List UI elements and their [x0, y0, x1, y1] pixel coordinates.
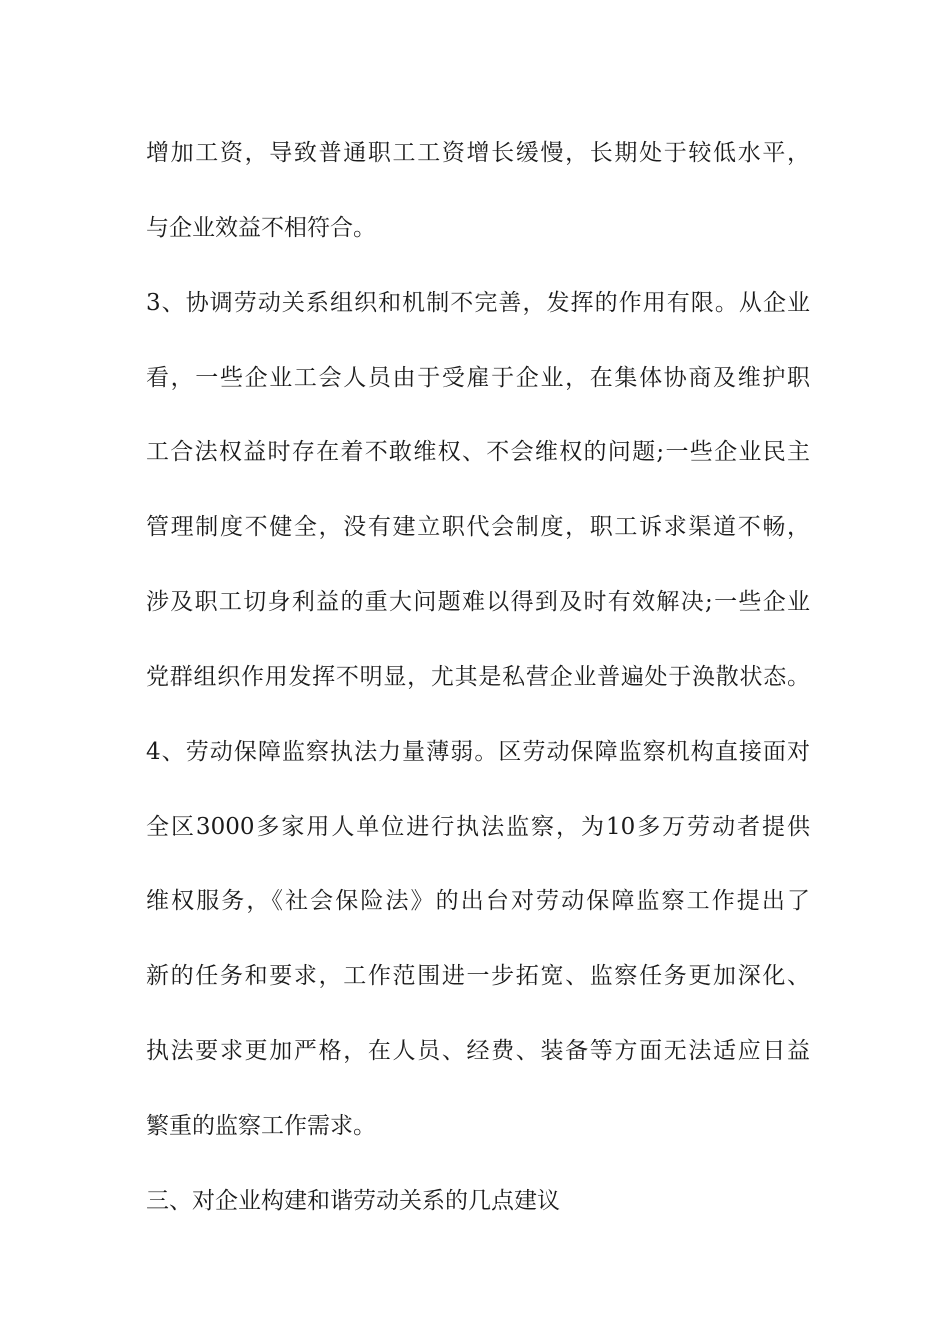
- text-line: 与企业效益不相符合。: [146, 215, 376, 241]
- text-line: 繁重的监察工作需求。: [146, 1113, 376, 1139]
- text-line: 4、劳动保障监察执法力量薄弱。区劳动保障监察机构直接面对: [146, 739, 810, 765]
- text-line: 全区3000多家用人单位进行执法监察，为10多万劳动者提供: [146, 814, 810, 840]
- text-line: 涉及职工切身利益的重大问题难以得到及时有效解决;一些企业: [146, 589, 810, 615]
- text-line: 新的任务和要求，工作范围进一步拓宽、监察任务更加深化、: [146, 963, 810, 989]
- text-line: 党群组织作用发挥不明显，尤其是私营企业普遍处于涣散状态。: [146, 664, 810, 690]
- text-line: 执法要求更加严格，在人员、经费、装备等方面无法适应日益: [146, 1038, 810, 1064]
- text-line: 3、协调劳动关系组织和机制不完善，发挥的作用有限。从企业: [146, 290, 810, 316]
- text-line: 管理制度不健全，没有建立职代会制度，职工诉求渠道不畅，: [146, 514, 810, 540]
- section-heading: 三、对企业构建和谐劳动关系的几点建议: [146, 1188, 560, 1214]
- text-line: 工合法权益时存在着不敢维权、不会维权的问题;一些企业民主: [146, 439, 810, 465]
- text-line: 看，一些企业工会人员由于受雇于企业，在集体协商及维护职: [146, 365, 810, 391]
- text-line: 维权服务，《社会保险法》的出台对劳动保障监察工作提出了: [146, 888, 810, 914]
- text-line: 增加工资，导致普通职工工资增长缓慢，长期处于较低水平，: [146, 140, 810, 166]
